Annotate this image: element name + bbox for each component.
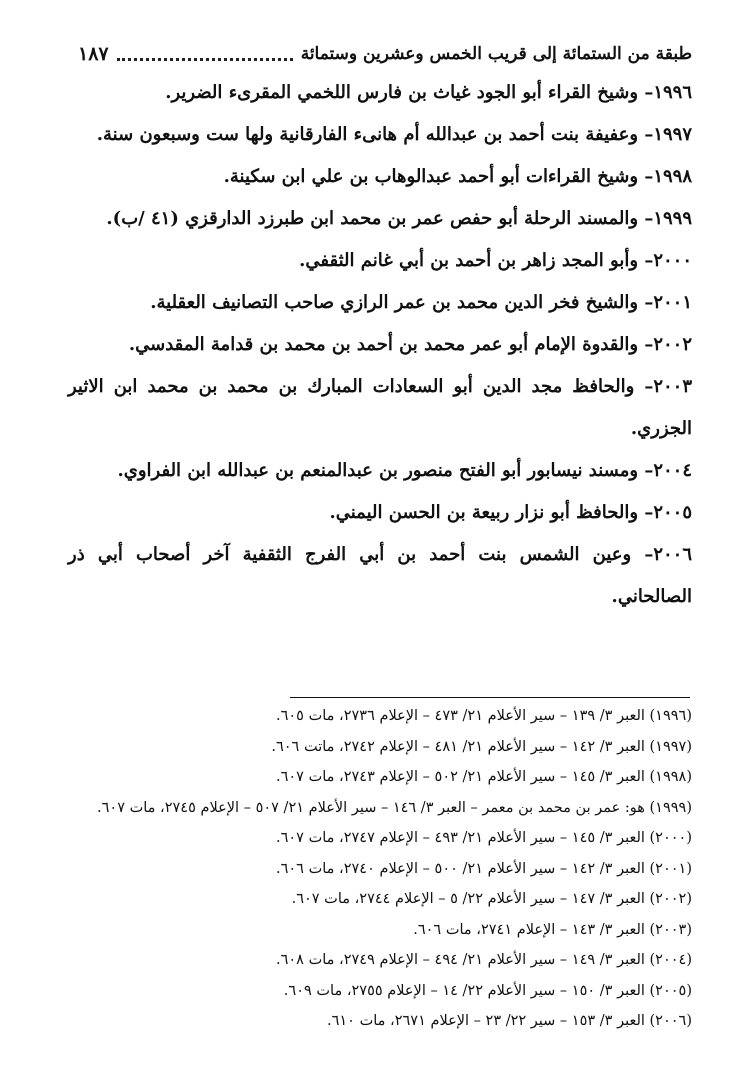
footnote-2005: (٢٠٠٥) العبر ٣/ ١٥٠ – سير الأعلام ٢٢/ ١٤ – الإعلام ٢٧٥٥، مات ٦٠٩. <box>283 982 692 999</box>
entry-1997: ١٩٩٧– وعفيفة بنت أحمد بن عبدالله أم هانىء الفارقانية ولها ست وسبعون سنة. <box>96 124 692 145</box>
running-head: طبقة من الستمائة إلى قريب الخمس وعشرين وستمائة <box>300 44 692 64</box>
footnote-2004: (٢٠٠٤) العبر ٣/ ١٤٩ – سير الأعلام ٢١/ ٤٩٤ – الإعلام ٢٧٤٩، مات ٦٠٨. <box>276 952 692 968</box>
entry-2001: ٢٠٠١– والشيخ فخر الدين محمد بن عمر الرازي صاحب التصانيف العقلية. <box>150 292 692 313</box>
footnote-1998: (١٩٩٨) العبر ٣/ ١٤٥ – سير الأعلام ٢١/ ٥٠٢ – الإعلام ٢٧٤٣، مات ٦٠٧. <box>276 769 692 785</box>
footnote-2002: (٢٠٠٢) العبر ٣/ ١٤٧ – سير الأعلام ٢٢/ ٥ – الإعلام ٢٧٤٤، مات ٦٠٧. <box>291 891 692 907</box>
entry-2004: ٢٠٠٤– ومسند نيسابور أبو الفتح منصور بن عبدالمنعم بن عبدالله ابن الفراوي. <box>117 460 692 481</box>
footnote-1997: (١٩٩٧) العبر ٣/ ١٤٢ – سير الأعلام ٢١/ ٤٨١ – الإعلام ٢٧٤٢، ماتت ٦٠٦. <box>271 738 692 755</box>
entry-2002: ٢٠٠٢– والقدوة الإمام أبو عمر محمد بن أحمد بن محمد بن قدامة المقدسي. <box>128 334 692 355</box>
footnotes <box>78 701 692 1037</box>
footnote-1999: (١٩٩٩) هو: عمر بن محمد بن معمر – العبر ٣/ ١٤٦ – سير الأعلام ٢١/ ٥٠٧ – الإعلام ٢٧٤٥، مات ٦٠٧. <box>97 799 692 816</box>
entry-2000: ٢٠٠٠– وأبو المجد زاهر بن أحمد بن أبي غانم الثقفي. <box>299 250 692 271</box>
footnote-separator <box>290 697 690 698</box>
entry-1999: ١٩٩٩– والمسند الرحلة أبو حفص عمر بن محمد ابن طبرزد الدارقزي (٤١ /ب). <box>106 208 692 229</box>
entry-1998: ١٩٩٨– وشيخ القراءات أبو أحمد عبدالوهاب بن علي ابن سكينة. <box>223 166 692 187</box>
entry-2006: ٢٠٠٦– وعين الشمس بنت أحمد بن أبي الفرج الثقفية آخر أصحاب أبي ذر الصالحاني. <box>68 544 692 607</box>
page-header <box>78 40 692 68</box>
footnote-2000: (٢٠٠٠) العبر ٣/ ١٤٥ – سير الأعلام ٢١/ ٤٩٣ – الإعلام ٢٧٤٧، مات ٦٠٧. <box>276 830 692 846</box>
footnote-1996: (١٩٩٦) العبر ٣/ ١٣٩ – سير الأعلام ٢١/ ٤٧٣ – الإعلام ٢٧٣٦، مات ٦٠٥. <box>276 708 692 724</box>
leader-dots <box>117 48 293 61</box>
footnote-2001: (٢٠٠١) العبر ٣/ ١٤٢ – سير الأعلام ٢١/ ٥٠٠ – الإعلام ٢٧٤٠، مات ٦٠٦. <box>276 860 692 877</box>
entry-2005: ٢٠٠٥– والحافظ أبو نزار ربيعة بن الحسن اليمني. <box>329 502 692 523</box>
biography-entries <box>68 72 692 618</box>
footnote-2003: (٢٠٠٣) العبر ٣/ ١٤٣ – الإعلام ٢٧٤١، مات ٦٠٦. <box>413 921 692 938</box>
entry-2003: ٢٠٠٣– والحافظ مجد الدين أبو السعادات المبارك بن محمد بن محمد ابن الاثير الجزري. <box>68 376 692 439</box>
footnote-2006: (٢٠٠٦) العبر ٣/ ١٥٣ – سير ٢٢/ ٢٣ – الإعلام ٢٦٧١، مات ٦١٠. <box>326 1013 692 1029</box>
page-number: ١٨٧ <box>78 43 109 65</box>
entry-1996: ١٩٩٦– وشيخ القراء أبو الجود غياث بن فارس اللخمي المقرىء الضرير. <box>165 82 692 103</box>
